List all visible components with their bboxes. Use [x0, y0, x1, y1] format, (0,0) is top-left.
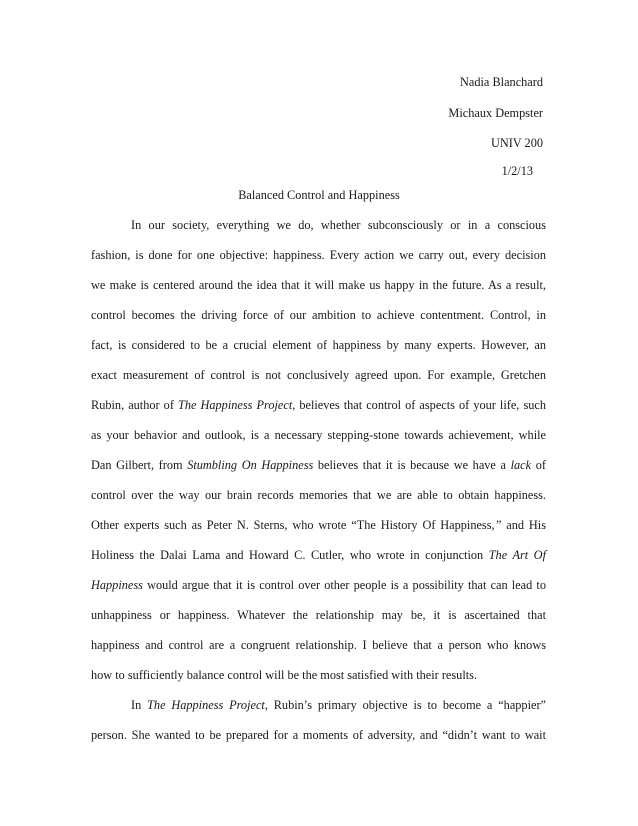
book-title-italic: The Happiness Project: [178, 398, 293, 412]
header-student-name: Nadia Blanchard: [460, 75, 543, 89]
header-course: UNIV 200: [490, 136, 543, 150]
body-line: how to sufficiently balance control will be the most satisfied with their results.: [91, 668, 478, 682]
body-line: happiness and control are a congruent relationship. I believe that a person who knows: [91, 638, 546, 652]
body-line: control over the way our brain records memories that we are able to obtain happiness.: [91, 488, 546, 502]
italic-quote: ”: [494, 518, 502, 532]
body-line: Other experts such as Peter N. Sterns, who wrote “The History Of Happiness,” and His: [91, 518, 546, 532]
body-line: Dan Gilbert, from Stumbling On Happiness believes that it is because we have a lack of: [91, 458, 546, 472]
book-title-italic: The Happiness Project,: [147, 698, 268, 712]
body-line: control becomes the driving force of our ambition to achieve contentment. Control, in: [91, 308, 546, 322]
body-line: exact measurement of control is not conclusively agreed upon. For example, Gretchen: [91, 368, 546, 382]
book-title-italic: Stumbling On Happiness: [187, 458, 314, 472]
emphasis-italic: lack: [510, 458, 532, 472]
body-line: In The Happiness Project, Rubin’s primary objective is to become a “happier”: [131, 698, 546, 712]
header-date: 1/2/13: [501, 164, 533, 178]
essay-title: Balanced Control and Happiness: [238, 188, 400, 202]
body-line: unhappiness or happiness. Whatever the relationship may be, it is ascertained that: [91, 608, 546, 622]
body-line: Rubin, author of The Happiness Project, believes that control of aspects of your life, such: [91, 398, 546, 412]
book-title-italic: Happiness: [91, 578, 143, 592]
body-line: Holiness the Dalai Lama and Howard C. Cutler, who wrote in conjunction The Art Of: [91, 548, 546, 562]
body-line: Happiness would argue that it is control over other people is a possibility that can lead to: [91, 578, 546, 592]
body-line: as your behavior and outlook, is a necessary stepping-stone towards achievement, while: [91, 428, 546, 442]
book-title-italic: The Art Of: [488, 548, 546, 562]
body-line: we make is centered around the idea that it will make us happy in the future. As a result,: [91, 278, 546, 292]
body-line: person. She wanted to be prepared for a moments of adversity, and “didn’t want to wait: [91, 728, 546, 742]
body-line: In our society, everything we do, whether subconsciously or in a conscious: [131, 218, 546, 232]
body-line: fact, is considered to be a crucial element of happiness by many experts. However, an: [91, 338, 546, 352]
header-instructor: Michaux Dempster: [448, 106, 543, 120]
body-line: fashion, is done for one objective: happiness. Every action we carry out, every decision: [91, 248, 546, 262]
